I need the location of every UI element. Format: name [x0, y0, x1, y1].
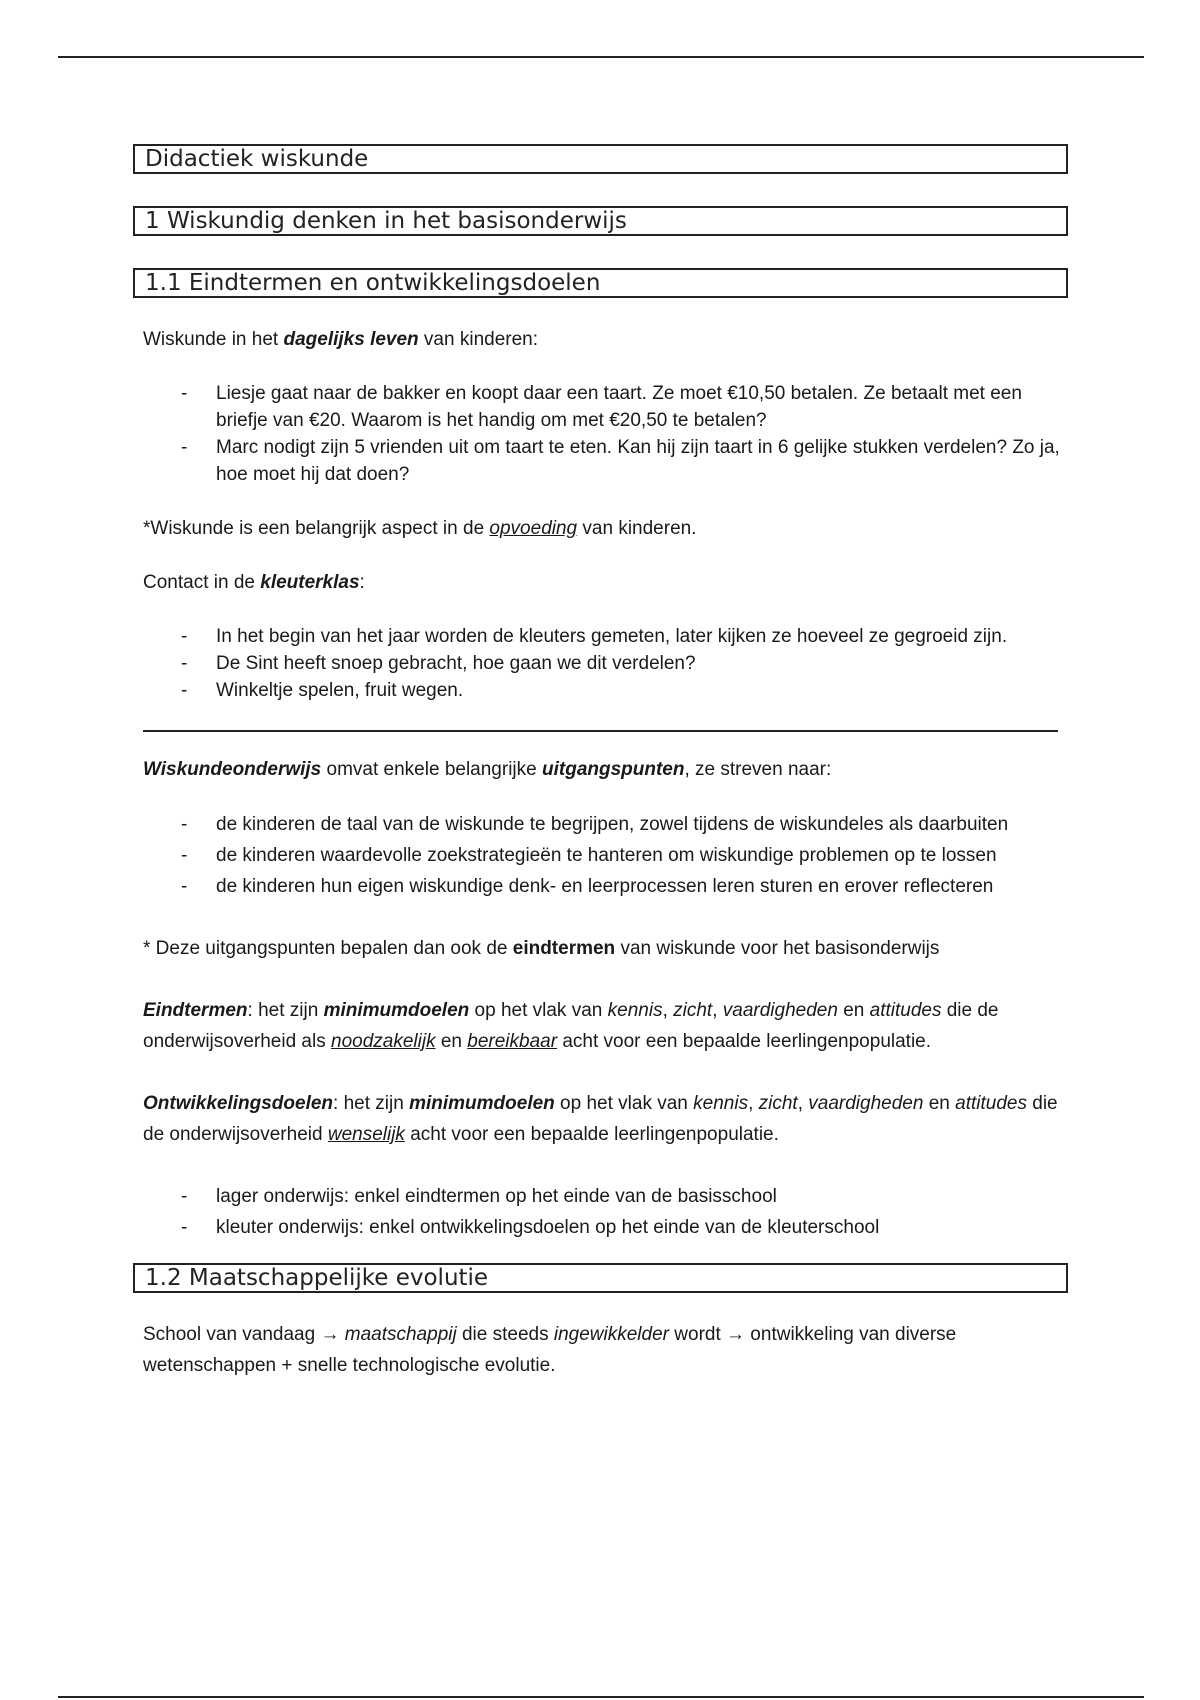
kleuterklas-bullet-list: [143, 623, 1060, 704]
ontwikkelingsdoelen-definition: Ontwikkelingsdoelen: het zijn minimumdoelen op het vlak van kennis, zicht, vaardigheden en attitudes die de onderwijsoverheid wenselijk acht voor een bepaalde leerlingenpopulatie.: [143, 1093, 1058, 1145]
evolutie-paragraph: School van vandaag → maatschappij die steeds ingewikkelder wordt → ontwikkeling van diverse wetenschappen + snelle technologische evolutie.: [143, 1324, 957, 1376]
intro-note: *Wiskunde is een belangrijk aspect in de opvoeding van kinderen.: [143, 518, 697, 539]
list-item: - kleuter onderwijs: enkel ontwikkelingsdoelen op het einde van de kleuterschool: [143, 1212, 1060, 1243]
intro-bullet-list: [143, 380, 1060, 488]
list-item: - lager onderwijs: enkel eindtermen op het einde van de basisschool: [143, 1181, 1060, 1212]
arrow-right-icon: →: [320, 1324, 340, 1345]
list-item: - de kinderen waardevolle zoekstrategieën te hanteren om wiskundige problemen op te lossen: [143, 840, 1060, 871]
evolutie-block: [133, 1319, 1068, 1381]
intro-block: [133, 326, 1068, 704]
list-item: - Marc nodigt zijn 5 vrienden uit om taart te eten. Kan hij zijn taart in 6 gelijke stukken verdelen? Zo ja, hoe moet hij dat doen?: [143, 434, 1060, 488]
uitgangspunten-paragraph: Wiskundeonderwijs omvat enkele belangrijke uitgangspunten, ze streven naar:: [143, 759, 832, 780]
section-heading-1-2: 1.2 Maatschappelijke evolutie: [133, 1263, 1068, 1293]
list-item: - De Sint heeft snoep gebracht, hoe gaan we dit verdelen?: [143, 650, 1060, 677]
arrow-right-icon: →: [726, 1324, 746, 1345]
section-heading-1-1: 1.1 Eindtermen en ontwikkelingsdoelen: [133, 268, 1068, 298]
uitgangspunten-note: * Deze uitgangspunten bepalen dan ook de eindtermen van wiskunde voor het basisonderwijs: [143, 938, 940, 959]
list-item: - de kinderen hun eigen wiskundige denk- en leerprocessen leren sturen en erover reflecteren: [143, 871, 1060, 902]
document-title: Didactiek wiskunde: [133, 144, 1068, 174]
list-item: - Winkeltje spelen, fruit wegen.: [143, 677, 1060, 704]
bottom-rule: [58, 1696, 1144, 1698]
top-rule: [58, 56, 1144, 58]
intro-paragraph: Wiskunde in het dagelijks leven van kinderen:: [143, 329, 539, 350]
chapter-heading: 1 Wiskundig denken in het basisonderwijs: [133, 206, 1068, 236]
onderwijs-bullet-list: [143, 1181, 1060, 1243]
uitgangspunten-block: [133, 754, 1068, 1243]
document-page: [133, 144, 1068, 1381]
list-item: - Liesje gaat naar de bakker en koopt daar een taart. Ze moet €10,50 betalen. Ze betaalt met een briefje van €20. Waarom is het handig om met €20,50 te betalen?: [143, 380, 1060, 434]
uitgangspunten-bullet-list: [143, 809, 1060, 902]
section-divider: [143, 730, 1058, 732]
eindtermen-definition: Eindtermen: het zijn minimumdoelen op het vlak van kennis, zicht, vaardigheden en attitudes die de onderwijsoverheid als noodzakelijk en bereikbaar acht voor een bepaalde leerlingenpopulatie.: [143, 1000, 999, 1052]
list-item: - de kinderen de taal van de wiskunde te begrijpen, zowel tijdens de wiskundeles als daarbuiten: [143, 809, 1060, 840]
list-item: - In het begin van het jaar worden de kleuters gemeten, later kijken ze hoeveel ze gegroeid zijn.: [143, 623, 1060, 650]
kleuterklas-paragraph: Contact in de kleuterklas:: [143, 572, 365, 593]
